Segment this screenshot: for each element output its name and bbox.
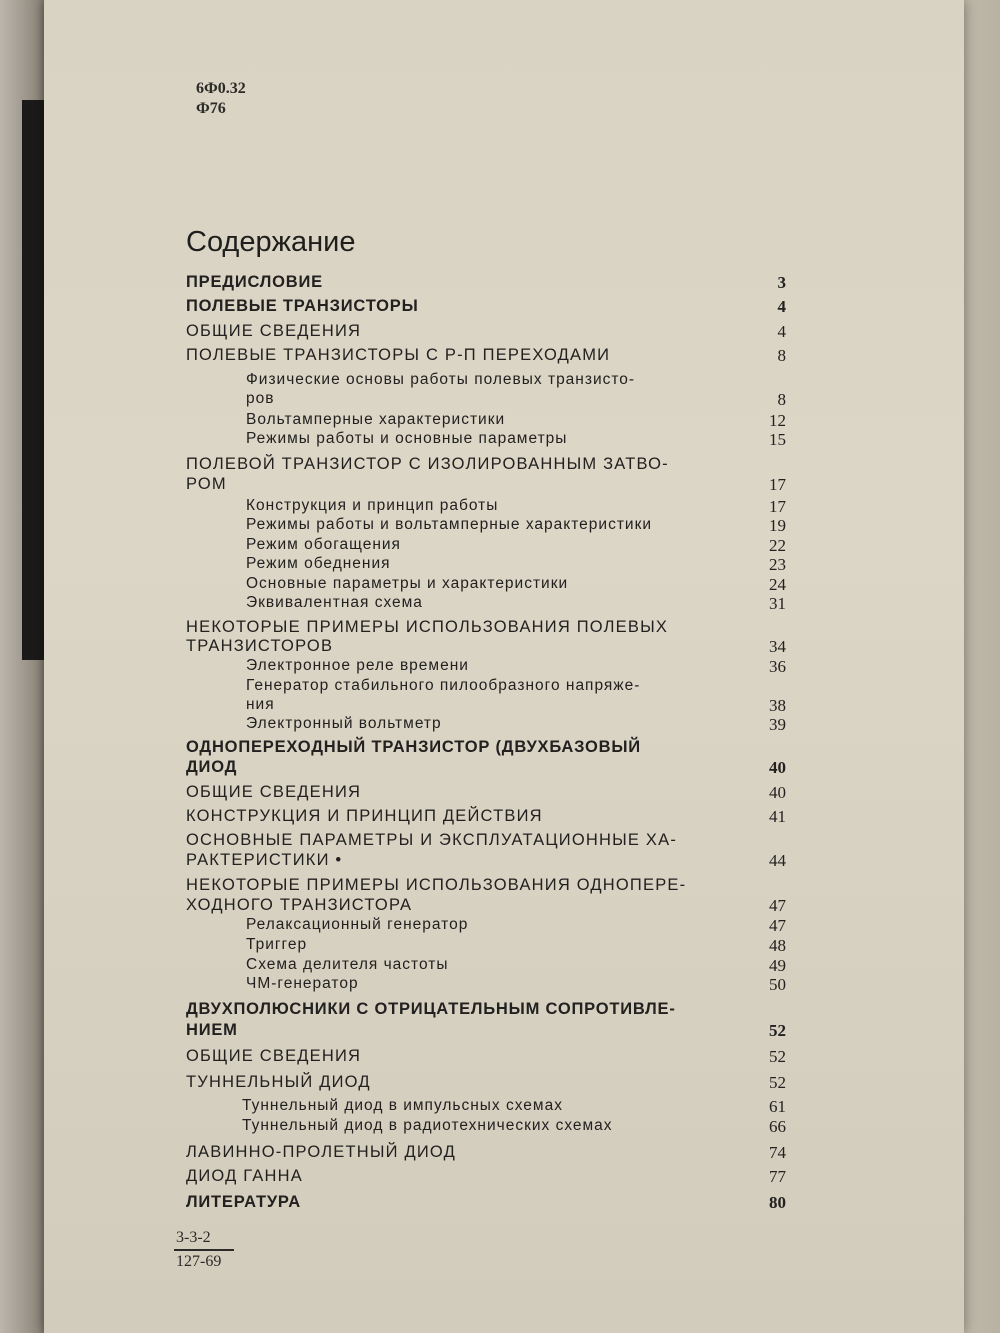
page-title: Содержание (186, 226, 356, 258)
footer-code-top: 3-3-2 (176, 1229, 211, 1246)
toc-entry-title: ОБЩИЕ СВЕДЕНИЯ (186, 322, 362, 340)
footer-code-bottom: 127-69 (176, 1253, 222, 1270)
toc-entry-title: Эквивалентная схема (246, 594, 423, 611)
toc-entry (186, 1073, 786, 1097)
toc-entry (246, 594, 786, 618)
toc-entry-page: 47 (769, 896, 786, 915)
toc-entry-page: 41 (769, 807, 786, 826)
toc-entry-page: 17 (769, 475, 786, 494)
toc-entry-page: 4 (777, 322, 786, 341)
toc-entry-title: ДВУХПОЛЮСНИКИ С ОТРИЦАТЕЛЬНЫМ СОПРОТИВЛЕ- (186, 1000, 676, 1018)
toc-entry-title: Генератор стабильного пилообразного напряже- (246, 677, 641, 694)
toc-entry-page: 8 (777, 390, 786, 409)
toc-entry-page: 66 (769, 1117, 786, 1136)
toc-entry (186, 1143, 786, 1167)
toc-entry-title: КОНСТРУКЦИЯ И ПРИНЦИП ДЕЙСТВИЯ (186, 807, 543, 825)
toc-entry-page: 39 (769, 715, 786, 734)
toc-entry-page: 15 (769, 430, 786, 449)
toc-entry (246, 430, 786, 454)
toc-entry-title: ОБЩИЕ СВЕДЕНИЯ (186, 783, 362, 801)
toc-entry-page: 40 (769, 758, 786, 777)
toc-entry-page: 52 (769, 1021, 786, 1040)
toc-entry-title: Туннельный диод в импульсных схемах (242, 1097, 563, 1114)
toc-entry-title: ПОЛЕВОЙ ТРАНЗИСТОР С ИЗОЛИРОВАННЫМ ЗАТВО- (186, 455, 669, 473)
toc-entry-page: 77 (769, 1167, 786, 1186)
toc-entry (186, 297, 786, 321)
toc-entry (186, 807, 786, 831)
toc-entry-title: Электронное реле времени (246, 657, 469, 674)
toc-entry-title: Конструкция и принцип работы (246, 497, 499, 514)
toc-entry-page: 44 (769, 851, 786, 870)
footer-divider (174, 1249, 234, 1251)
toc-entry (186, 783, 786, 807)
toc-entry-page: 8 (777, 346, 786, 365)
toc-entry (186, 273, 786, 297)
toc-entry-title: ТУННЕЛЬНЫЙ ДИОД (186, 1073, 371, 1091)
toc-entry-title: Триггер (246, 936, 308, 953)
toc-entry-title: Режим обеднения (246, 555, 391, 572)
toc-entry (186, 1193, 786, 1217)
toc-entry-title: ЛИТЕРАТУРА (186, 1193, 301, 1211)
toc-entry-title: ЧМ-генератор (246, 975, 359, 992)
toc-entry-page: 36 (769, 657, 786, 676)
udk-code: 6Ф0.32 (196, 80, 246, 97)
toc-entry-page: 17 (769, 497, 786, 516)
toc-entry-page: 61 (769, 1097, 786, 1116)
toc-entry-page: 34 (769, 637, 786, 656)
toc-entry-title: ров (246, 390, 275, 407)
toc-entry-page: 23 (769, 555, 786, 574)
toc-entry-title: РОМ (186, 475, 227, 493)
toc-entry-title: Основные параметры и характеристики (246, 575, 569, 592)
toc-entry (246, 715, 786, 739)
toc-entry-page: 80 (769, 1193, 786, 1212)
toc-entry-page: 31 (769, 594, 786, 613)
toc-entry-title: НЕКОТОРЫЕ ПРИМЕРЫ ИСПОЛЬЗОВАНИЯ ПОЛЕВЫХ (186, 618, 669, 636)
toc-entry-page: 40 (769, 783, 786, 802)
toc-entry-title: ОДНОПЕРЕХОДНЫЙ ТРАНЗИСТОР (ДВУХБАЗОВЫЙ (186, 738, 641, 756)
toc-entry-title: Релаксационный генератор (246, 916, 469, 933)
toc-entry-title: ПОЛЕВЫЕ ТРАНЗИСТОРЫ С Р-П ПЕРЕХОДАМИ (186, 346, 611, 364)
toc-entry (186, 758, 786, 782)
toc-entry (186, 1047, 786, 1071)
toc-entry-page: 24 (769, 575, 786, 594)
toc-entry-page: 12 (769, 411, 786, 430)
toc-entry-title: НЕКОТОРЫЕ ПРИМЕРЫ ИСПОЛЬЗОВАНИЯ ОДНОПЕРЕ- (186, 876, 687, 894)
toc-entry-title: ХОДНОГО ТРАНЗИСТОРА (186, 896, 413, 914)
toc-entry-title: Вольтамперные характеристики (246, 411, 506, 428)
toc-entry-page: 19 (769, 516, 786, 535)
toc-entry-page: 49 (769, 956, 786, 975)
toc-entry (186, 851, 786, 875)
toc-entry (246, 975, 786, 999)
toc-entry-title: НИЕМ (186, 1021, 238, 1039)
toc-entry (186, 475, 786, 499)
toc-entry-title: ПРЕДИСЛОВИЕ (186, 273, 323, 291)
toc-entry-title: РАКТЕРИСТИКИ • (186, 851, 343, 869)
toc-entry (186, 1021, 786, 1045)
toc-entry-title: Режимы работы и вольтамперные характеристики (246, 516, 653, 533)
toc-entry-title: Режимы работы и основные параметры (246, 430, 568, 447)
toc-entry-title: ТРАНЗИСТОРОВ (186, 637, 334, 655)
toc-entry-page: 48 (769, 936, 786, 955)
toc-entry-title: Схема делителя частоты (246, 956, 449, 973)
toc-entry (186, 1167, 786, 1191)
toc-entry (186, 322, 786, 346)
toc-entry-page: 74 (769, 1143, 786, 1162)
toc-entry (242, 1117, 786, 1141)
toc-entry-title: ПОЛЕВЫЕ ТРАНЗИСТОРЫ (186, 297, 419, 315)
toc-entry-page: 38 (769, 696, 786, 715)
index-code: Ф76 (196, 100, 226, 117)
toc-entry-page: 22 (769, 536, 786, 555)
toc-entry-title: ния (246, 696, 275, 713)
toc-entry-title: Режим обогащения (246, 536, 401, 553)
toc-entry-title: ОСНОВНЫЕ ПАРАМЕТРЫ И ЭКСПЛУАТАЦИОННЫЕ ХА- (186, 831, 678, 849)
toc-entry-page: 50 (769, 975, 786, 994)
toc-entry-title: Электронный вольтметр (246, 715, 442, 732)
toc-entry-page: 3 (777, 273, 786, 292)
toc-entry-title: ДИОД ГАННА (186, 1167, 303, 1185)
toc-entry-title: Физические основы работы полевых транзисто- (246, 371, 636, 388)
toc-entry-page: 4 (777, 297, 786, 316)
toc-entry-title: ОБЩИЕ СВЕДЕНИЯ (186, 1047, 362, 1065)
toc-entry-title: ДИОД (186, 758, 238, 776)
toc-entry-title: ЛАВИННО-ПРОЛЕТНЫЙ ДИОД (186, 1143, 456, 1161)
toc-entry-title: Туннельный диод в радиотехнических схемах (242, 1117, 613, 1134)
toc-entry-page: 52 (769, 1047, 786, 1066)
toc-entry-page: 47 (769, 916, 786, 935)
toc-entry (186, 346, 786, 370)
toc-entry-page: 52 (769, 1073, 786, 1092)
